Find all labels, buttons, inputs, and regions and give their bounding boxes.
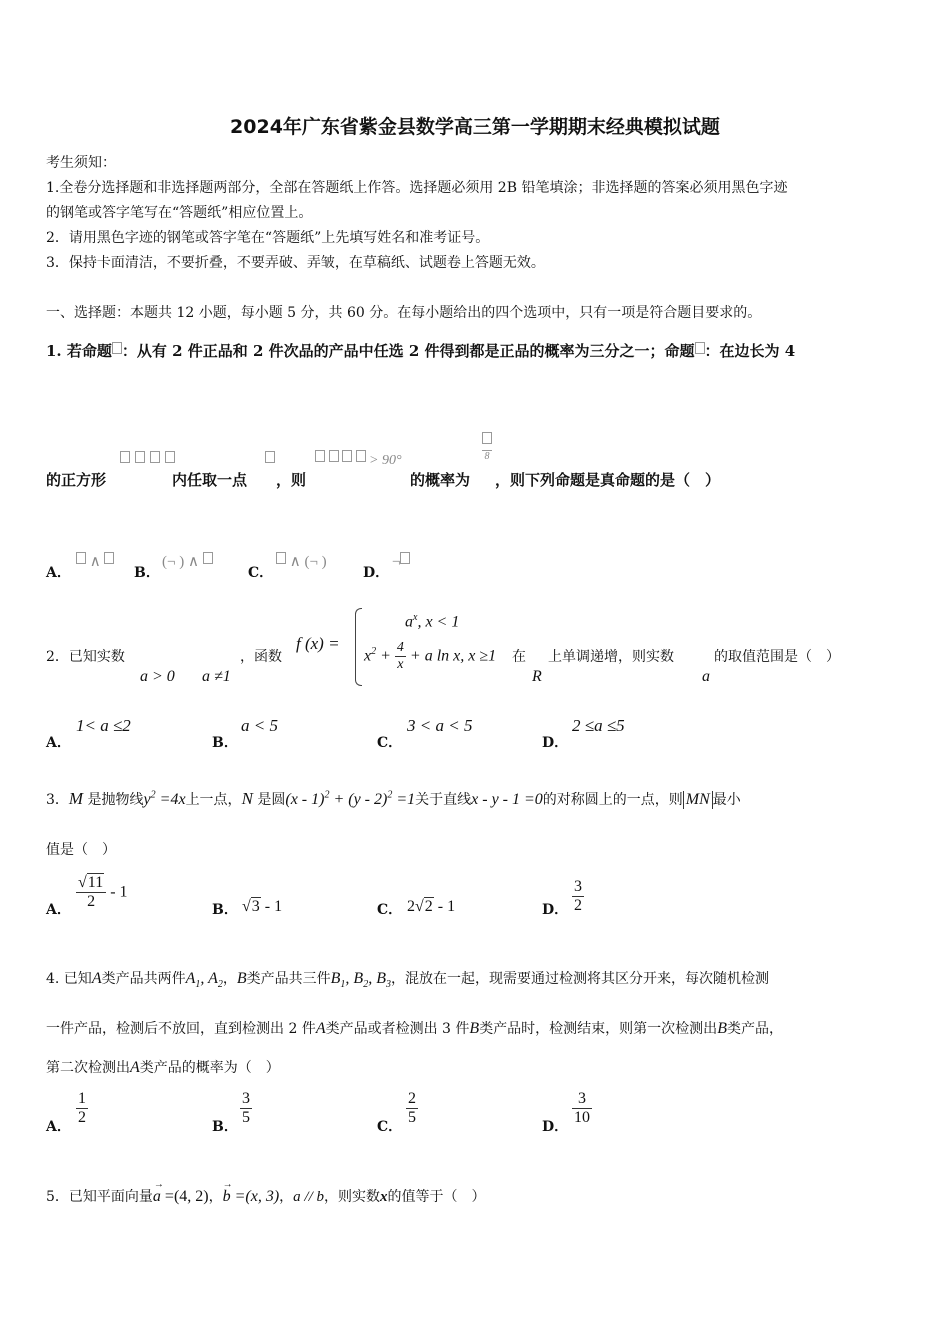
- q1-angle-condition: > 90°: [315, 450, 402, 469]
- q2-text-d: 上单调递增，则实数: [548, 649, 674, 665]
- q2-option-c-math: 3 < a < 5: [407, 716, 473, 735]
- q2-text-a: 2．已知实数: [46, 649, 125, 665]
- q1-option-a-math: ∧: [76, 552, 114, 571]
- placeholder-glyph-icon: [112, 342, 122, 354]
- q2-piecewise-brace: [355, 608, 362, 686]
- q4-line-1: 4. 已知A类产品共两件$A_1$, $A_2$，B类产品共三件$B_1$, $B_2$, $B_3$，混放在一起，现需要通过检测将其区分开来，每次随机检测: [46, 970, 769, 991]
- q3-option-c[interactable]: C．: [377, 902, 403, 918]
- q4-option-c[interactable]: C．: [377, 1119, 403, 1135]
- q2-option-a-math: 1< a ≤2: [76, 716, 131, 735]
- q3-option-a[interactable]: A．: [46, 902, 71, 918]
- q1-text-b: ：从有 2 件正品和 2 件次品的产品中任选 2 件得到都是正品的概率为三分之一；命题: [121, 342, 695, 360]
- q1-option-d[interactable]: D．: [363, 565, 390, 581]
- notice-line-3: 3．保持卡面清洁，不要折叠，不要弄破、弄皱，在草稿纸、试题卷上答题无效。: [46, 255, 545, 271]
- q2-cond-1: a > 0: [140, 668, 175, 685]
- q2-option-d-math: 2 ≤a ≤5: [572, 716, 625, 735]
- q1-line-2c: ，则: [276, 471, 307, 489]
- q1-option-b[interactable]: B．: [134, 565, 160, 581]
- q2-option-b[interactable]: B．: [212, 735, 238, 751]
- q1-option-b-math: (¬ ) ∧: [162, 552, 213, 571]
- q2-option-d[interactable]: D．: [542, 735, 569, 751]
- q3-option-d[interactable]: D．: [542, 902, 569, 918]
- q1-option-c[interactable]: C．: [248, 565, 274, 581]
- q4-line-2: 一件产品，检测后不放回，直到检测出 2 件A类产品或者检测出 3 件B类产品时，检测结束，则第一次检测出B类产品，: [46, 1020, 783, 1037]
- q1-option-c-math: ∧ (¬ ): [276, 552, 327, 571]
- q3-line-2: 值是（ ）: [46, 842, 116, 858]
- q3-line-1: 3．M 是抛物线$y^2 =4x$上一点，N 是圆(x - 1)$^2$ + (y - 2)$^2$ =1关于直线x - y - 1 =0的对称圆上的一点，则 MN 最小: [46, 789, 741, 808]
- q5-line-1: 5．已知平面向量 → a =(4, 2)， → b =(x, 3)，a // b，则实数x的值等于（ ）: [46, 1179, 486, 1205]
- q1-square-glyphs: [120, 450, 175, 469]
- q1-point-glyph: [265, 450, 275, 469]
- q1-text-c: ：在边长为 4: [704, 342, 796, 360]
- q1-option-a[interactable]: A．: [46, 565, 71, 581]
- q3-option-d-math: $\frac{3}{2}$: [574, 878, 582, 915]
- q4-option-b[interactable]: B．: [212, 1119, 238, 1135]
- q3-option-b-math: √3 - 1: [242, 898, 283, 915]
- q2-option-b-math: a < 5: [241, 716, 278, 735]
- q4-option-a-math: $\frac{1}{2}$: [78, 1090, 86, 1127]
- question-1-line-1: [46, 340, 795, 361]
- q2-option-c[interactable]: C．: [377, 735, 403, 751]
- q4-option-d-math: $\frac{3}{10}$: [574, 1090, 590, 1127]
- q2-text-b: ，函数: [240, 649, 282, 665]
- q4-option-b-math: $\frac{3}{5}$: [242, 1090, 250, 1127]
- q1-line-2a: 的正方形: [46, 471, 107, 489]
- q2-domain: R: [532, 668, 542, 685]
- q2-piece-1: $a^x$, x < 1: [405, 612, 460, 631]
- q1-line-2d: 的概率为: [410, 471, 471, 489]
- q2-var-a: a: [702, 668, 710, 685]
- q2-piece-2: $x^2$ + $\frac{4}{x}$ + a ln x, x ≥1: [364, 640, 497, 673]
- notice-heading: 考生须知：: [46, 155, 116, 171]
- q4-option-a[interactable]: A．: [46, 1119, 71, 1135]
- q2-text-e: 的取值范围是（ ）: [714, 649, 840, 665]
- notice-line-1b: 的钢笔或答字笔写在“答题纸”相应位置上。: [46, 205, 313, 221]
- q1-option-d-math: ¬: [392, 552, 410, 571]
- q2-function-name: f (x) =: [296, 634, 340, 653]
- q4-option-c-math: $\frac{2}{5}$: [408, 1090, 416, 1127]
- notice-line-1a: 1.全卷分选择题和非选择题两部分，全部在答题纸上作答。选择题必须用 2B 铅笔填涂；非选择题的答案必须用黑色字迹: [46, 180, 788, 196]
- q2-cond-2: a ≠1: [202, 668, 231, 685]
- q4-line-3: 第二次检测出A类产品的概率为（ ）: [46, 1059, 280, 1076]
- q3-option-b[interactable]: B．: [212, 902, 238, 918]
- q2-option-a[interactable]: A．: [46, 735, 71, 751]
- q3-option-c-math: 2√2 - 1: [407, 898, 456, 915]
- q1-fraction: 8: [482, 432, 492, 463]
- notice-line-2: 2．请用黑色字迹的钢笔或答字笔在“答题纸”上先填写姓名和准考证号。: [46, 230, 490, 246]
- page-title: 2024年广东省紫金县数学高三第一学期期末经典模拟试题: [230, 116, 720, 138]
- section-heading: 一、选择题：本题共 12 小题，每小题 5 分，共 60 分。在每小题给出的四个选项中，只有一项是符合题目要求的。: [46, 305, 762, 321]
- q2-text-c: 在: [512, 649, 526, 665]
- q3-option-a-math: $\frac{√11}{2}$ - 1: [78, 874, 128, 911]
- placeholder-glyph-icon: [695, 342, 705, 354]
- q1-text-a: 1. 若命题: [46, 342, 112, 360]
- q4-option-d[interactable]: D．: [542, 1119, 569, 1135]
- q1-line-2b: 内任取一点: [172, 471, 248, 489]
- q1-line-2e: ，则下列命题是真命题的是（ ）: [495, 471, 721, 489]
